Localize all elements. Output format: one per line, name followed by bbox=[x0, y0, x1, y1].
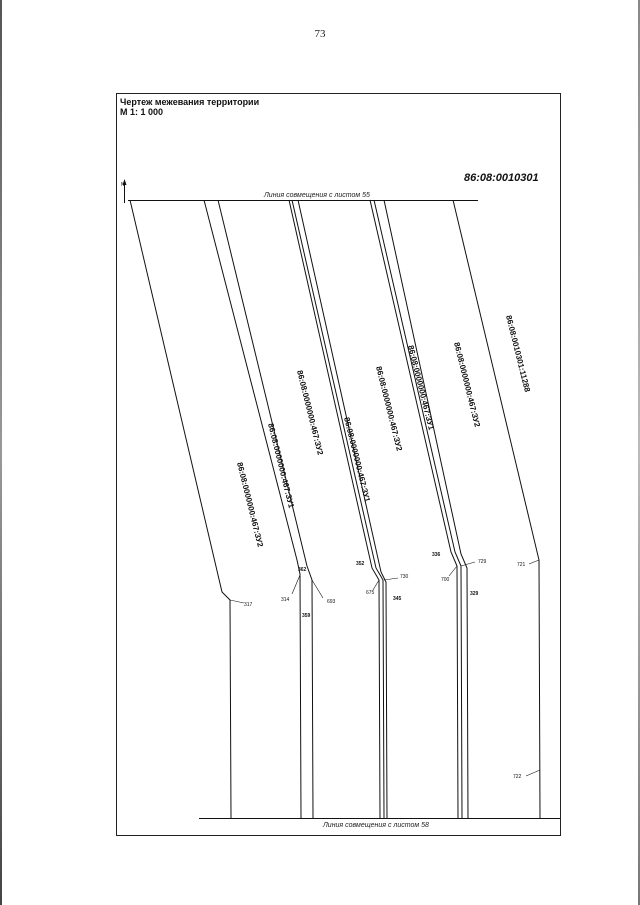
drawing-scale: М 1: 1 000 bbox=[120, 107, 164, 117]
match-line-bottom-label: Линия совмещения с листом 58 bbox=[323, 822, 429, 829]
point-721: 721 bbox=[517, 562, 526, 568]
leader-722 bbox=[526, 770, 540, 776]
leader-675 bbox=[373, 580, 379, 590]
match-line-top-label: Линия совмещения с листом 55 bbox=[264, 192, 370, 199]
boundary-line-6b bbox=[374, 200, 462, 818]
drawing-title-name: Чертеж межевания территории bbox=[120, 97, 260, 107]
boundary-line-1 bbox=[130, 200, 231, 818]
leader-317 bbox=[230, 600, 244, 603]
point-329: 329 bbox=[470, 591, 479, 597]
point-675: 675 bbox=[366, 590, 375, 596]
boundary-line-8 bbox=[453, 200, 540, 818]
parcel-label-8: 86:08:0010301:11288 bbox=[504, 314, 532, 393]
point-722: 722 bbox=[513, 774, 522, 780]
point-693: 693 bbox=[327, 599, 336, 605]
leader-693 bbox=[312, 580, 323, 598]
point-345: 345 bbox=[393, 596, 402, 602]
boundary-line-5 bbox=[298, 200, 387, 818]
parcel-label-6: 86:08:0000000:467:ЗУ1 bbox=[406, 344, 436, 431]
point-359: 359 bbox=[302, 613, 311, 619]
point-362: 362 bbox=[298, 567, 307, 573]
point-317: 317 bbox=[244, 602, 253, 608]
leader-729 bbox=[461, 562, 475, 566]
point-336: 336 bbox=[432, 552, 441, 558]
point-314: 314 bbox=[281, 597, 290, 603]
parcel-label-1: 86:08:0000000:467:ЗУ2 bbox=[235, 461, 265, 548]
point-700: 700 bbox=[441, 577, 450, 583]
page-number: 73 bbox=[314, 28, 326, 40]
point-730: 730 bbox=[400, 574, 409, 580]
leader-700 bbox=[449, 566, 457, 576]
north-arrow-icon bbox=[121, 179, 127, 203]
leader-730 bbox=[384, 578, 398, 580]
parcel-label-4: 86:08:0000000:467:ЗУ1 bbox=[342, 416, 372, 503]
leader-721 bbox=[529, 560, 539, 564]
point-729: 729 bbox=[478, 559, 487, 565]
leader-314 bbox=[292, 575, 300, 594]
boundary-line-7 bbox=[384, 200, 468, 818]
point-352: 352 bbox=[356, 561, 365, 567]
parcel-label-5: 86:08:0000000:467:ЗУ2 bbox=[374, 365, 404, 452]
parcel-label-3: 86:08:0000000:467:ЗУ2 bbox=[295, 369, 325, 456]
north-label: N bbox=[121, 182, 125, 188]
boundary-line-3 bbox=[218, 200, 313, 818]
parcel-label-2: 86:08:0000000:467:ЗУ1 bbox=[266, 422, 296, 509]
boundary-line-4a bbox=[289, 200, 380, 818]
parcel-label-7: 86:08:0000000:467:ЗУ2 bbox=[452, 341, 482, 428]
cadastral-block-number: 86:08:0010301 bbox=[464, 172, 539, 184]
boundary-line-4b bbox=[292, 200, 384, 818]
